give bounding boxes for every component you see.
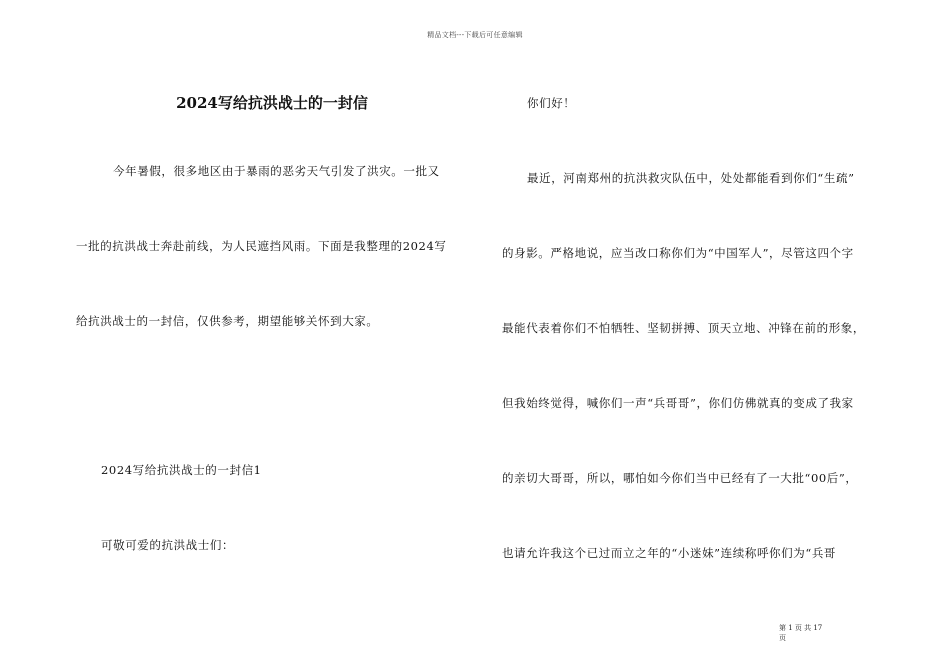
right-paragraph-line-4: 但我始终觉得，喊你们一声“兵哥哥”，你们仿佛就真的变成了我家	[502, 396, 854, 410]
letter-subtitle: 2024写给抗洪战士的一封信1	[101, 463, 262, 477]
right-paragraph-line-5: 的亲切大哥哥，所以，哪怕如今你们当中已经有了一大批“00后”，	[502, 471, 858, 485]
page-number	[779, 623, 839, 643]
page-number-suffix: 页	[779, 634, 786, 642]
right-paragraph-line-6: 也请允许我这个已过而立之年的“小迷妹”连续称呼你们为“兵哥	[502, 546, 837, 560]
right-paragraph-line-3: 最能代表着你们不怕牺牲、坚韧拼搏、顶天立地、冲锋在前的形象，	[502, 321, 865, 335]
right-paragraph-line-1: 最近，河南郑州的抗洪救灾队伍中，处处都能看到你们“生疏”	[527, 171, 855, 185]
left-paragraph-line-2: 一批的抗洪战士奔赴前线，为人民遮挡风雨。下面是我整理的2024写	[76, 239, 447, 253]
right-greeting: 你们好！	[527, 96, 576, 110]
page-number-label: 第 1 页 共 17	[779, 624, 823, 632]
left-paragraph-line-3: 给抗洪战士的一封信，仅供参考，期望能够关怀到大家。	[76, 314, 379, 328]
letter-salutation: 可敬可爱的抗洪战士们：	[101, 538, 235, 552]
document-title: 2024写给抗洪战士的一封信	[176, 94, 368, 112]
right-paragraph-line-2: 的身影。严格地说，应当改口称你们为“中国军人”，尽管这四个字	[502, 246, 854, 260]
left-paragraph-line-1: 今年暑假，很多地区由于暴雨的恶劣天气引发了洪灾。一批又	[113, 164, 440, 178]
header-note: 精品文档---下载后可任意编辑	[427, 31, 523, 39]
